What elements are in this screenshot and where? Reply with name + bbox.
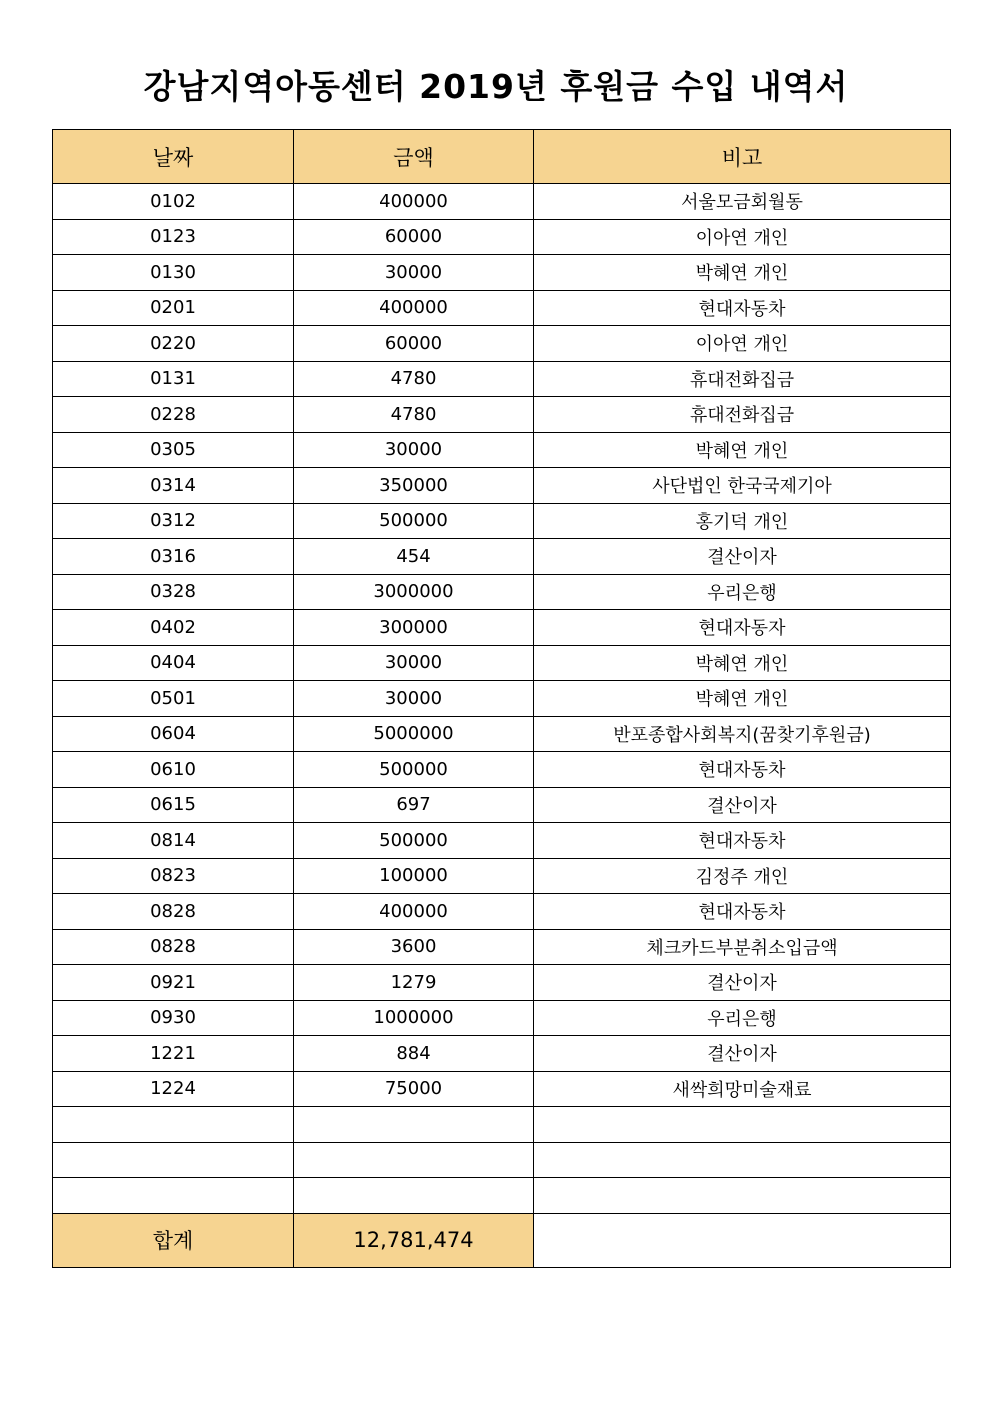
cell-date: 1224	[53, 1071, 294, 1107]
cell-note: 박혜연 개인	[534, 255, 951, 291]
cell-amount: 500000	[294, 752, 534, 788]
cell-note: 결산이자	[534, 1036, 951, 1072]
cell-note: 서울모금회월동	[534, 184, 951, 220]
cell-date: 0404	[53, 645, 294, 681]
header-date: 날짜	[53, 130, 294, 184]
cell-note: 김정주 개인	[534, 858, 951, 894]
cell-date: 0305	[53, 432, 294, 468]
cell-amount: 4780	[294, 397, 534, 433]
cell-date: 0501	[53, 681, 294, 717]
cell-amount: 400000	[294, 894, 534, 930]
total-amount: 12,781,474	[294, 1213, 534, 1267]
table-row	[53, 539, 951, 575]
cell-amount: 30000	[294, 432, 534, 468]
cell-amount: 500000	[294, 823, 534, 859]
cell-date	[53, 1142, 294, 1178]
document-title: 강남지역아동센터 2019년 후원금 수입 내역서	[143, 67, 849, 106]
table-row	[53, 858, 951, 894]
cell-note: 현대자동차	[534, 290, 951, 326]
cell-amount: 1279	[294, 965, 534, 1001]
cell-date: 0102	[53, 184, 294, 220]
cell-amount: 4780	[294, 361, 534, 397]
table-row	[53, 610, 951, 646]
cell-amount: 454	[294, 539, 534, 575]
cell-date: 0220	[53, 326, 294, 362]
table-row	[53, 1178, 951, 1214]
table-row	[53, 1000, 951, 1036]
cell-note: 휴대전화집금	[534, 397, 951, 433]
table-row	[53, 468, 951, 504]
cell-amount: 500000	[294, 503, 534, 539]
cell-date: 0201	[53, 290, 294, 326]
header-note: 비고	[534, 130, 951, 184]
cell-date: 0814	[53, 823, 294, 859]
cell-date: 0131	[53, 361, 294, 397]
donation-income-table	[52, 129, 951, 1268]
table-row	[53, 290, 951, 326]
cell-note: 결산이자	[534, 965, 951, 1001]
cell-note: 박혜연 개인	[534, 681, 951, 717]
table-row	[53, 1071, 951, 1107]
total-label: 합계	[53, 1213, 294, 1267]
table-row	[53, 929, 951, 965]
cell-amount: 3000000	[294, 574, 534, 610]
cell-date: 0828	[53, 894, 294, 930]
cell-note: 우리은행	[534, 574, 951, 610]
cell-note: 결산이자	[534, 787, 951, 823]
table-row	[53, 219, 951, 255]
cell-date: 0123	[53, 219, 294, 255]
cell-note: 이아연 개인	[534, 219, 951, 255]
cell-amount	[294, 1107, 534, 1143]
cell-amount: 100000	[294, 858, 534, 894]
cell-note: 결산이자	[534, 539, 951, 575]
table-row	[53, 787, 951, 823]
cell-date	[53, 1178, 294, 1214]
cell-amount: 400000	[294, 290, 534, 326]
table-row	[53, 681, 951, 717]
cell-note	[534, 1107, 951, 1143]
cell-amount	[294, 1142, 534, 1178]
table-row	[53, 397, 951, 433]
total-note	[534, 1213, 951, 1267]
table-row	[53, 1107, 951, 1143]
table-row	[53, 184, 951, 220]
cell-note: 박혜연 개인	[534, 432, 951, 468]
table-row	[53, 716, 951, 752]
cell-date: 0604	[53, 716, 294, 752]
cell-date: 0328	[53, 574, 294, 610]
cell-note: 현대자동자	[534, 610, 951, 646]
cell-amount: 60000	[294, 219, 534, 255]
cell-date: 0314	[53, 468, 294, 504]
cell-amount: 1000000	[294, 1000, 534, 1036]
cell-amount: 30000	[294, 255, 534, 291]
table-row	[53, 823, 951, 859]
cell-date	[53, 1107, 294, 1143]
cell-date: 0402	[53, 610, 294, 646]
cell-note: 휴대전화집금	[534, 361, 951, 397]
table-row	[53, 894, 951, 930]
cell-amount: 400000	[294, 184, 534, 220]
cell-date: 0610	[53, 752, 294, 788]
table-row	[53, 1036, 951, 1072]
cell-amount: 350000	[294, 468, 534, 504]
cell-date: 0228	[53, 397, 294, 433]
cell-date: 0130	[53, 255, 294, 291]
table-row	[53, 574, 951, 610]
table-row	[53, 432, 951, 468]
cell-note: 현대자동차	[534, 894, 951, 930]
cell-amount: 30000	[294, 645, 534, 681]
cell-note: 현대자동차	[534, 823, 951, 859]
cell-date: 0312	[53, 503, 294, 539]
cell-amount: 5000000	[294, 716, 534, 752]
cell-note: 우리은행	[534, 1000, 951, 1036]
cell-date: 1221	[53, 1036, 294, 1072]
cell-amount: 60000	[294, 326, 534, 362]
cell-date: 0930	[53, 1000, 294, 1036]
table-row	[53, 326, 951, 362]
cell-amount: 884	[294, 1036, 534, 1072]
cell-note: 박혜연 개인	[534, 645, 951, 681]
cell-note: 사단법인 한국국제기아	[534, 468, 951, 504]
table-row	[53, 965, 951, 1001]
cell-date: 0316	[53, 539, 294, 575]
table-row	[53, 255, 951, 291]
cell-date: 0921	[53, 965, 294, 1001]
cell-date: 0828	[53, 929, 294, 965]
cell-note: 현대자동차	[534, 752, 951, 788]
cell-amount	[294, 1178, 534, 1214]
cell-note: 반포종합사회복지(꿈찾기후원금)	[534, 716, 951, 752]
cell-amount: 3600	[294, 929, 534, 965]
cell-date: 0823	[53, 858, 294, 894]
cell-amount: 30000	[294, 681, 534, 717]
table-row	[53, 752, 951, 788]
cell-amount: 697	[294, 787, 534, 823]
cell-note	[534, 1142, 951, 1178]
cell-amount: 300000	[294, 610, 534, 646]
cell-note: 홍기덕 개인	[534, 503, 951, 539]
cell-note: 새싹희망미술재료	[534, 1071, 951, 1107]
table-row	[53, 503, 951, 539]
cell-note	[534, 1178, 951, 1214]
cell-note: 이아연 개인	[534, 326, 951, 362]
table-header-row	[53, 130, 951, 184]
table-body	[53, 184, 951, 1214]
header-amount: 금액	[294, 130, 534, 184]
cell-note: 체크카드부분취소입금액	[534, 929, 951, 965]
table-row	[53, 1142, 951, 1178]
cell-date: 0615	[53, 787, 294, 823]
table-row	[53, 361, 951, 397]
total-row	[53, 1213, 951, 1267]
table-row	[53, 645, 951, 681]
cell-amount: 75000	[294, 1071, 534, 1107]
